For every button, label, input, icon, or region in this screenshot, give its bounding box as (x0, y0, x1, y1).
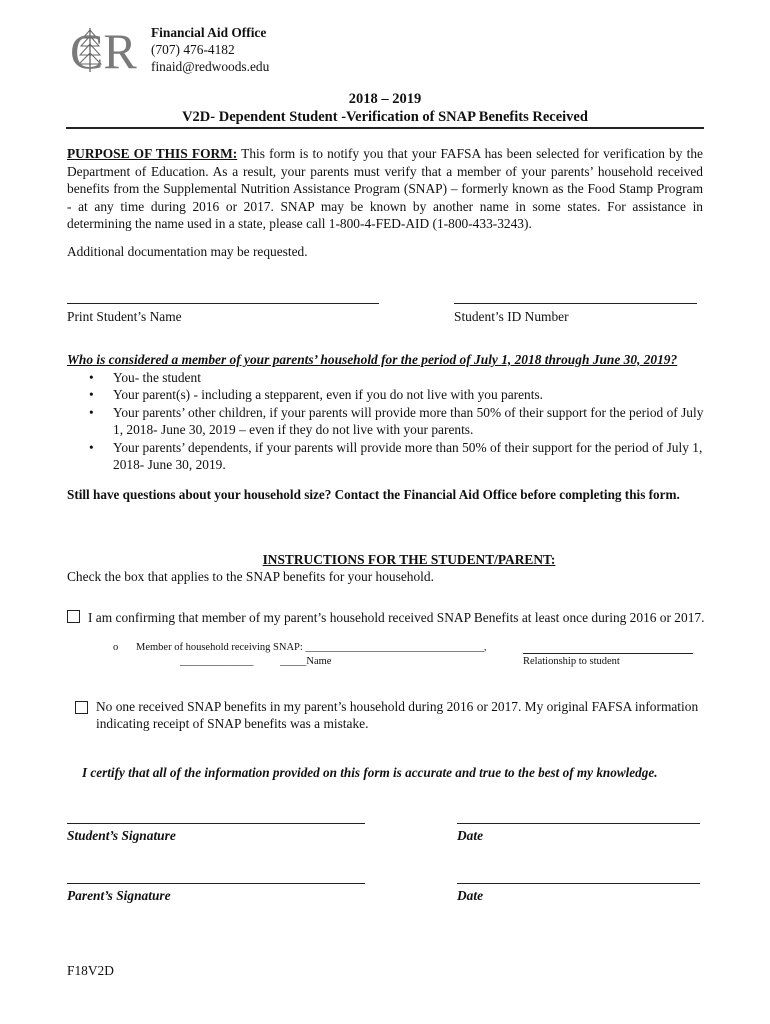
relationship-label: Relationship to student (523, 656, 620, 667)
logo-text: CR (70, 24, 137, 74)
bullet: • (89, 439, 94, 455)
option1-text: I am confirming that member of my parent’s household received SNAP Benefits at least once during 2016 or 2017. (88, 610, 705, 625)
household-question: Who is considered a member of your parents’ household for the period of July 1, 2018 through June 30, 2019? (67, 352, 678, 367)
form-code: F18V2D (67, 963, 114, 978)
purpose-label: PURPOSE OF THIS FORM: (67, 146, 238, 161)
student-date-label: Date (457, 828, 484, 843)
student-date-line[interactable] (457, 823, 700, 824)
office-phone: (707) 476-4182 (151, 42, 235, 57)
bullet: • (89, 387, 94, 403)
member-field-label[interactable]: Member of household receiving SNAP: __________________________________, (136, 642, 487, 653)
list-item: • Your parents’ dependents, if your parents will provide more than 50% of their support for the period of July 1, 2018- June 30, 2019. (89, 439, 703, 473)
office-info (151, 24, 269, 75)
student-signature-line[interactable] (67, 823, 365, 824)
parent-date-label: Date (457, 888, 484, 903)
option2-text: No one received SNAP benefits in my parent’s household during 2016 or 2017. My original FAFSA information indicating receipt of SNAP benefits was a mistake. (96, 699, 699, 731)
list-item: • You- the student (89, 370, 201, 385)
title-rule (66, 127, 704, 129)
instructions-heading: INSTRUCTIONS FOR THE STUDENT/PARENT: (262, 552, 556, 567)
option2-checkbox[interactable] (75, 701, 88, 714)
option2-row (75, 698, 716, 732)
list-item: • Your parents’ other children, if your parents will provide more than 50% of their support for the period of July 1, 2018- June 30, 2019 – even if they do not live with your parents. (89, 404, 704, 438)
parent-signature-line[interactable] (67, 883, 365, 884)
purpose-text: This form is to notify you that your FAFSA has been selected for verification by the Department of Education. As a result, your parents must verify that a member of your parents’ household received benefits from the Supplemental Nutrition Assistance Program (SNAP) – formerly known as the Food Stamp Program - at any time during 2016 or 2017. SNAP may be known by another name in some states. For assistance in determining the name used in a state, please call 1-800-4-FED-AID (1-800-433-3243). (67, 146, 703, 232)
sub-bullet: o (113, 642, 119, 653)
list-item: • Your parent(s) - including a stepparent, even if you do not live with you parents. (89, 387, 544, 403)
office-name: Financial Aid Office (151, 25, 267, 40)
option1-checkbox[interactable] (67, 610, 80, 623)
purpose-paragraph (67, 145, 703, 233)
student-name-line[interactable] (67, 303, 379, 304)
student-name-label: Print Student’s Name (67, 309, 182, 324)
parent-signature-label: Parent’s Signature (67, 888, 171, 903)
college-logo (68, 24, 146, 74)
option1-row (67, 609, 707, 626)
certification-statement: I certify that all of the information provided on this form is accurate and true to the best of my knowledge. (82, 765, 658, 780)
student-signature-label: Student’s Signature (67, 828, 176, 843)
form-year: 2018 – 2019 (348, 91, 422, 107)
relationship-line[interactable] (523, 653, 693, 654)
bullet: • (89, 370, 94, 385)
office-email: finaid@redwoods.edu (151, 59, 270, 74)
household-list (67, 369, 705, 473)
additional-docs-note: Additional documentation may be requested. (67, 244, 308, 259)
student-id-label: Student’s ID Number (454, 309, 569, 324)
student-id-line[interactable] (454, 303, 697, 304)
still-questions-note: Still have questions about your household size? Contact the Financial Aid Office before completing this form. (67, 487, 680, 502)
instructions-subheading: Check the box that applies to the SNAP benefits for your household. (67, 569, 434, 584)
bullet: • (89, 404, 94, 420)
form-title: V2D- Dependent Student -Verification of SNAP Benefits Received (182, 109, 588, 125)
member-name-label: ______________ _____Name (180, 656, 332, 667)
parent-date-line[interactable] (457, 883, 700, 884)
